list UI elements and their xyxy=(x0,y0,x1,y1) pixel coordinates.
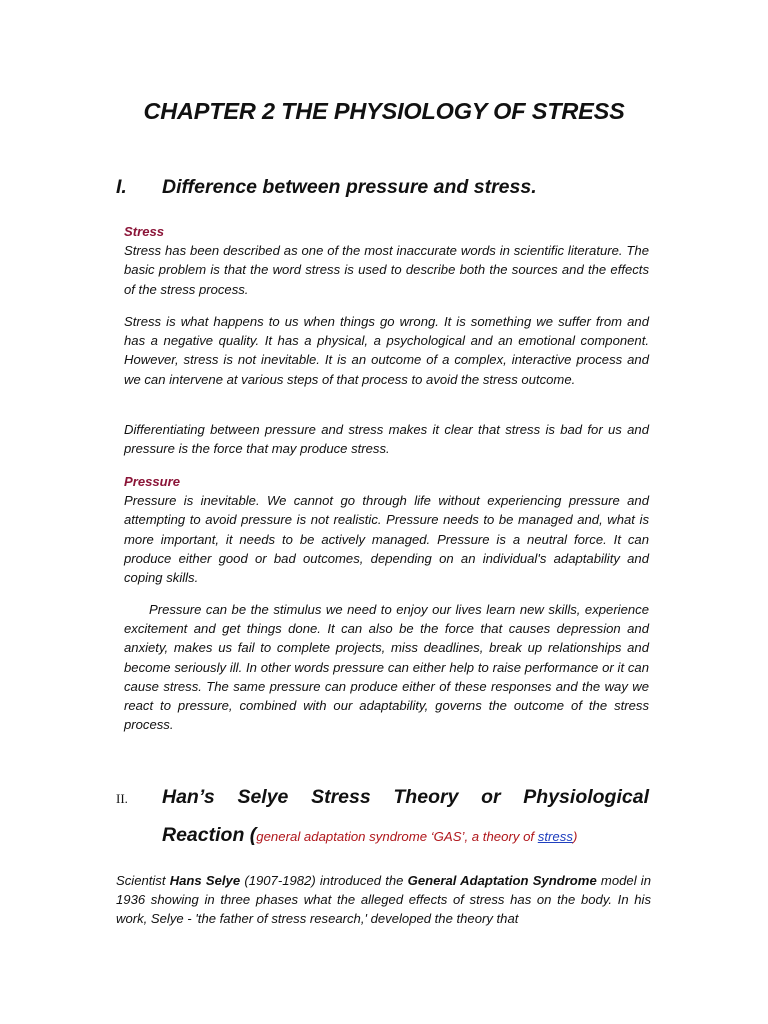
stress-heading: Stress xyxy=(124,224,165,239)
gas-term: General Adaptation Syndrome xyxy=(407,873,597,888)
pressure-paragraph-1: Pressure is inevitable. We cannot go through life without experiencing pressure and attempting to avoid pressure is not realistic. Pressure needs to be managed and, what is more important, it needs to be actively managed. Pressure is a neutral force. It can produce either good or bad outcomes, depending on an individual's adaptability and coping skills. xyxy=(124,493,649,586)
section-2-title-line-1: Han’s Selye Stress Theory or Physiological xyxy=(162,786,649,808)
selye-text-1: Scientist xyxy=(116,873,170,888)
section-1-number: I. xyxy=(116,176,127,198)
gas-subtitle-close: ) xyxy=(572,829,578,844)
section-2-line-2 xyxy=(162,824,652,847)
stress-paragraph-1: Stress has been described as one of the most inaccurate words in scientific literature. The basic problem is that the word stress is used to describe both the sources and the effects of the stress process. xyxy=(124,243,649,297)
selye-name: Hans Selye xyxy=(169,873,241,888)
selye-text-3: model in 1936 showing in three phases what the alleged effects of stress has on the body. In his work, Selye - 'the father of stress research,' developed the theory that xyxy=(116,873,651,927)
stress-paragraph-2-block xyxy=(124,312,649,389)
pressure-paragraph-2: Pressure can be the stimulus we need to enjoy our lives learn new skills, experience excitement and get things done. It can also be the force that causes depression and anxiety, makes us fail to complete projects, miss deadlines, break up relationships and become seriously ill. In other words pressure can either help to raise performance or it can cause stress. The same pressure can produce either of these responses and the way we react to pressure, combined with our adaptability, governs the outcome of the stress process. xyxy=(124,602,649,733)
section-2-number: II. xyxy=(116,791,128,806)
stress-link[interactable]: stress xyxy=(537,829,573,844)
stress-paragraph-3: Differentiating between pressure and stress makes it clear that stress is bad for us and pressure is the force that may produce stress. xyxy=(124,422,649,457)
chapter-title: CHAPTER 2 THE PHYSIOLOGY OF STRESS xyxy=(143,98,625,124)
pressure-block xyxy=(124,472,649,587)
pressure-heading: Pressure xyxy=(124,474,181,489)
section-1-title: Difference between pressure and stress. xyxy=(162,176,537,198)
stress-block xyxy=(124,222,649,299)
gas-subtitle: general adaptation syndrome ‘GAS’, a theory of xyxy=(256,829,538,844)
section-2-title-line-2: Reaction ( xyxy=(162,824,257,846)
pressure-paragraph-2-block xyxy=(124,600,649,734)
stress-paragraph-3-block xyxy=(124,420,649,458)
section-2-heading xyxy=(116,786,649,809)
stress-paragraph-2: Stress is what happens to us when things go wrong. It is something we suffer from and has a negative quality. It has a physical, a psychological and an emotional component. However, stress is not inevitable. It is an outcome of a complex, interactive process and we can intervene at various steps of that process to avoid the stress outcome. xyxy=(124,314,649,387)
selye-text-2: (1907-1982) introduced the xyxy=(240,873,408,888)
section-2-line-1 xyxy=(116,786,649,809)
section-1-heading xyxy=(116,176,537,199)
selye-paragraph xyxy=(116,871,651,929)
